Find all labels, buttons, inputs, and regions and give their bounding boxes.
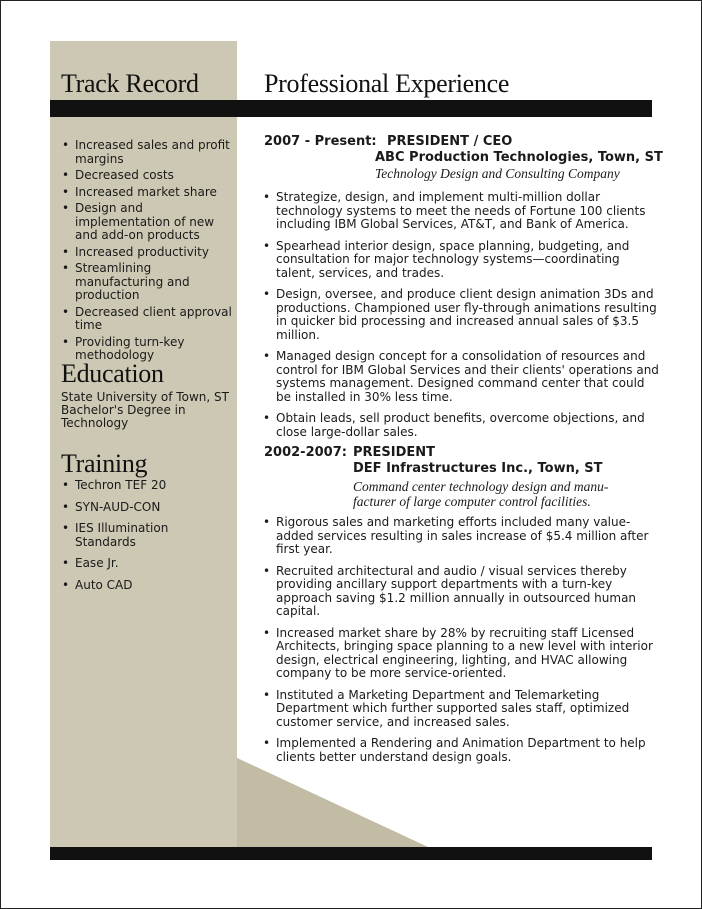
education-field: Technology bbox=[61, 416, 129, 430]
list-item: • Strategize, design, and implement multi-million dollar technology systems to meet the needs of Fortune 100 clients including IBM Global Services, AT&T, and Bank of America. bbox=[262, 191, 660, 232]
training-heading: Training bbox=[61, 449, 148, 478]
professional-experience-heading: Professional Experience bbox=[264, 69, 510, 98]
list-item: • Increased market share by 28% by recruiting staff Licensed Architects, bringing space planning to a new level with interior design, electrical engineering, lighting, and HVAC allowing company to be more service-oriented. bbox=[262, 627, 660, 681]
list-item: • Recruited architectural and audio / visual services thereby providing ancillary support departments with a turn-key approach saving $1.2 million annually in outsourced human capital. bbox=[262, 565, 660, 619]
header-rule bbox=[50, 100, 652, 117]
list-item: • Increased market share bbox=[60, 186, 235, 200]
job-2-bullets bbox=[262, 516, 660, 772]
list-item: • IES Illumination Standards bbox=[60, 522, 190, 549]
track-record-list bbox=[60, 139, 235, 363]
list-item: • Ease Jr. bbox=[60, 557, 235, 571]
list-item: • Rigorous sales and marketing efforts included many value-added services resulting in sales increase of $5.4 million after first year. bbox=[262, 516, 660, 557]
job-2-description-line-1: Command center technology design and manu- bbox=[353, 479, 609, 494]
track-record-heading: Track Record bbox=[61, 69, 199, 98]
job-2-description-line-2: facturer of large computer control facilities. bbox=[353, 494, 591, 509]
list-item: • Instituted a Marketing Department and Telemarketing Department which further supported sales staff, optimized customer service, and increased sales. bbox=[262, 689, 660, 730]
list-item: • Increased sales and profit margins bbox=[60, 139, 235, 166]
list-item: • Implemented a Rendering and Animation Department to help clients better understand design goals. bbox=[262, 737, 660, 764]
list-item: • Techron TEF 20 bbox=[60, 479, 235, 493]
list-item: • Decreased client approval time bbox=[60, 306, 235, 333]
job-2-dates: 2002-2007: bbox=[264, 445, 347, 460]
list-item: • Auto CAD bbox=[60, 579, 235, 593]
list-item: • Managed design concept for a consolidation of resources and control for IBM Global Services and their clients' operations and systems management. Designed command center that could be installed in 30% less time. bbox=[262, 350, 660, 404]
job-1-description: Technology Design and Consulting Company bbox=[375, 166, 620, 181]
list-item: • Providing turn-key methodology bbox=[60, 336, 235, 363]
job-1-dates: 2007 - Present: bbox=[264, 134, 377, 149]
education-school: State University of Town, ST bbox=[61, 390, 229, 404]
list-item: • Streamlining manufacturing and production bbox=[60, 262, 235, 303]
job-1-company: ABC Production Technologies, Town, ST bbox=[375, 150, 663, 165]
education-heading: Education bbox=[61, 359, 164, 388]
list-item: • Obtain leads, sell product benefits, overcome objections, and close large-dollar sales. bbox=[262, 412, 660, 439]
job-1-title: PRESIDENT / CEO bbox=[387, 134, 513, 149]
job-2-company: DEF Infrastructures Inc., Town, ST bbox=[353, 461, 603, 476]
list-item: • Design and implementation of new and add-on products bbox=[60, 202, 235, 243]
list-item: • Spearhead interior design, space planning, budgeting, and consultation for major technology systems—coordinating talent, services, and trades. bbox=[262, 240, 660, 281]
training-list bbox=[60, 479, 235, 592]
footer-rule bbox=[50, 847, 652, 860]
job-2-title: PRESIDENT bbox=[353, 445, 436, 460]
list-item: • Decreased costs bbox=[60, 169, 235, 183]
list-item: • Increased productivity bbox=[60, 246, 235, 260]
education-degree: Bachelor's Degree in bbox=[61, 403, 186, 417]
list-item: • Design, oversee, and produce client design animation 3Ds and productions. Championed user fly-through animations resulting in quicker bid processing and increased annual sales of $3.5 million. bbox=[262, 288, 660, 342]
job-1-bullets bbox=[262, 191, 660, 447]
list-item: • SYN-AUD-CON bbox=[60, 501, 235, 515]
